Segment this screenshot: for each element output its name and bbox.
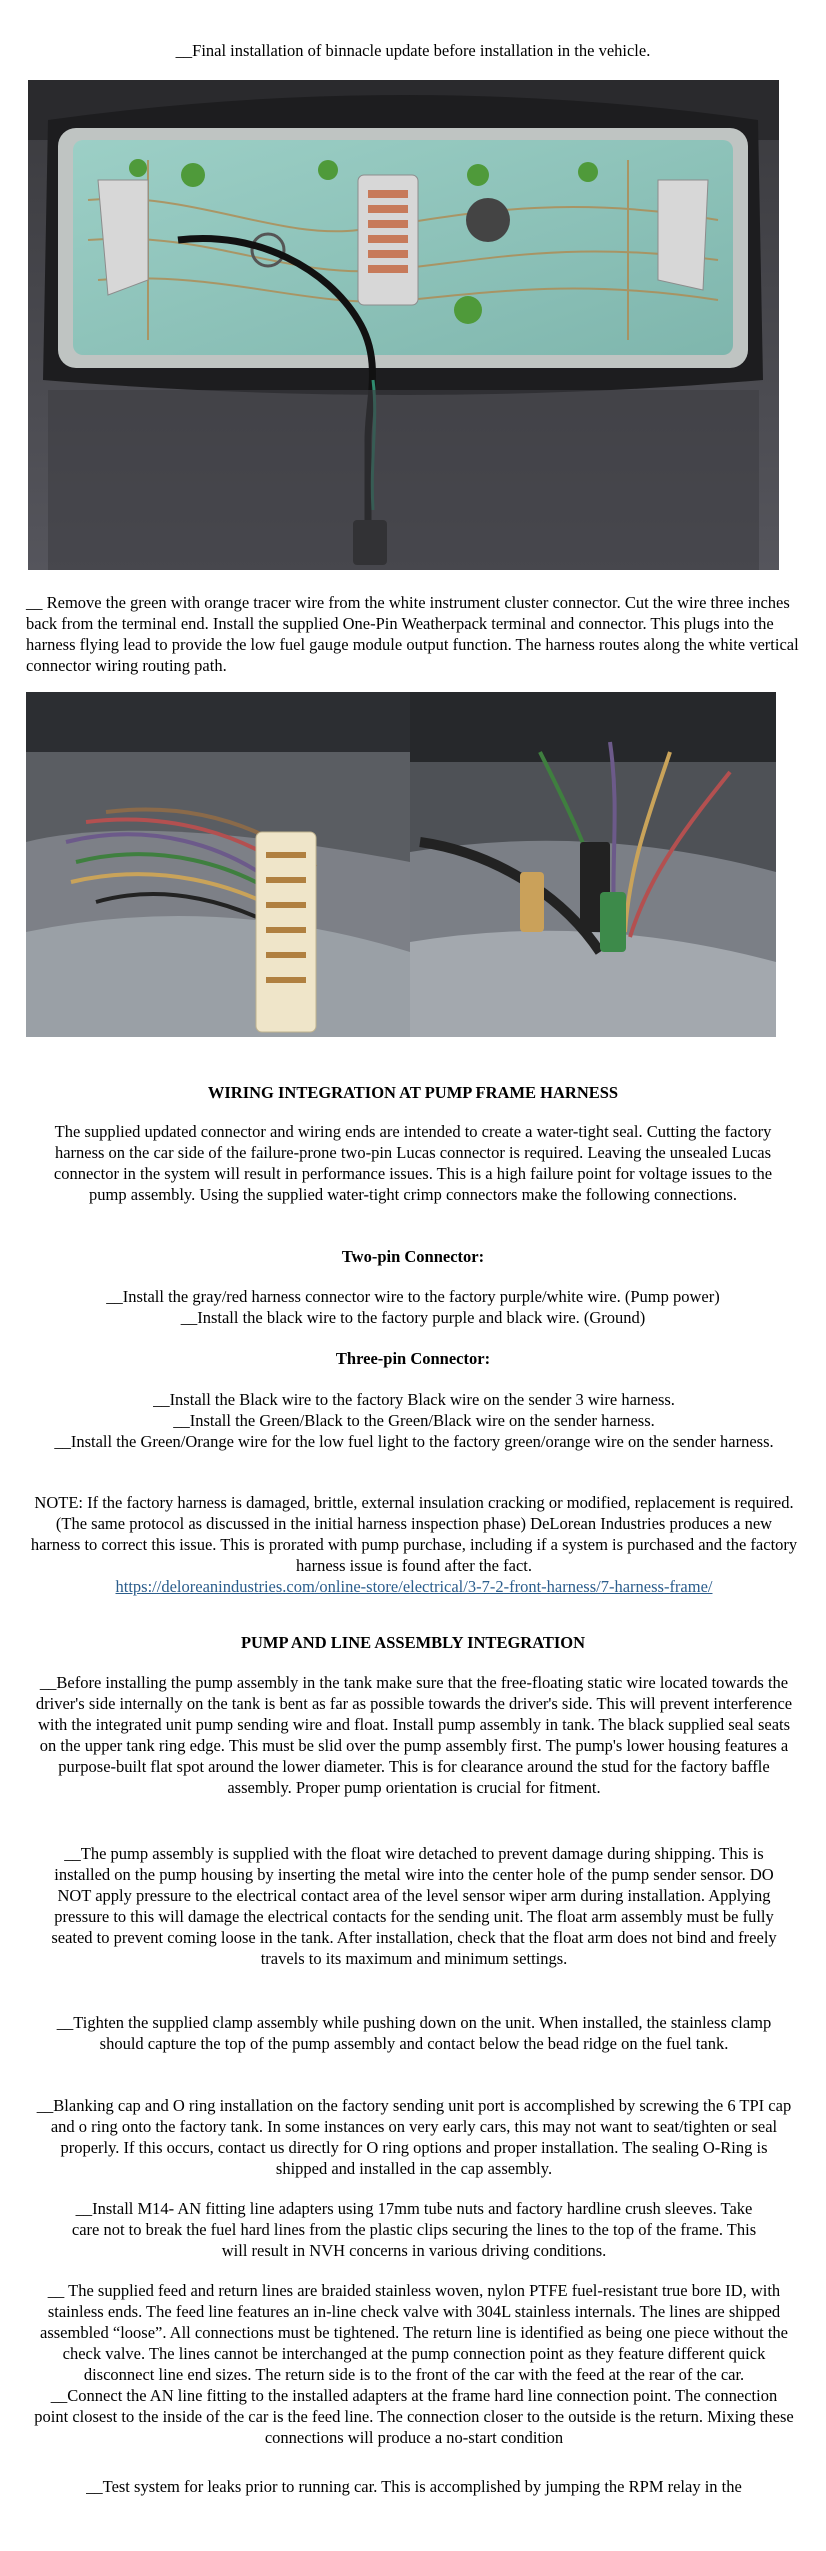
green-wire-instruction [26,592,801,676]
harness-note [30,1492,798,1597]
two-pin-list [28,1286,798,1328]
pump-para-2 [38,1843,790,1969]
pump-para-7 [34,2385,794,2448]
pump-para-4-text: __Blanking cap and O ring installation on the factory sending unit port is accomplished by screwing the 6 TPI cap and o ring onto the factory tank. In some instances on very early cars, this may not want to seat/tighten or seal properly. If this occurs, contact us directly for O ring options and proper installation. The sealing O-Ring is shipped and installed in the cap assembly. [36,2096,792,2178]
pump-para-3 [56,2012,772,2054]
harness-note-text: NOTE: If the factory harness is damaged, brittle, external insulation cracking or modified, replacement is required. (The same protocol as discussed in the initial harness inspection phase) DeLorean Industries produces a new harness to correct this issue. This is prorated with pump purchase, including if a system is purchased and the factory harness issue is found after the fact. [30,1493,798,1575]
pump-para-7-text: __Connect the AN line fitting to the installed adapters at the frame hard line connection point. The connection point closest to the inside of the car is the feed line. The connection closer to the outside is the return. Mixing these connections will produce a no-start condition [34,2386,794,2447]
three-pin-item: __Install the Green/Orange wire for the low fuel light to the factory green/orange wire on the sender harness. [54,1432,774,1451]
wiring-heading: WIRING INTEGRATION AT PUMP FRAME HARNESS [207,1083,619,1102]
pump-heading: PUMP AND LINE ASSEMBLY INTEGRATION [240,1633,586,1652]
binnacle-caption: __Final installation of binnacle update before installation in the vehicle. [175,41,651,60]
pump-para-5-text: __Install M14- AN fitting line adapters using 17mm tube nuts and factory hardline crush sleeves. Take care not to break the fuel hard lines from the plastic clips securing the lines to the top of the frame. This will result in NVH concerns in various driving conditions. [71,2199,757,2260]
harness-right-image [410,692,776,1037]
wiring-section [28,1082,798,1103]
pump-para-2-text: __The pump assembly is supplied with the float wire detached to prevent damage during shipping. This is installed on the pump housing by inserting the metal wire into the center hole of the pump sender sensor. DO NOT apply pressure to the electrical contact area of the level sensor wiper arm during installation. Applying pressure to this will damage the electrical contacts for the sending unit. The float arm assembly must be fully seated to prevent coming loose in the tank. After installation, check that the float arm does not bind and freely travels to its maximum and minimum settings. [51,1844,777,1968]
pump-para-5 [60,2198,768,2261]
pump-section [28,1632,798,1653]
pump-para-1 [32,1672,796,1798]
harness-photo-right [410,692,776,1037]
wiring-intro-text: The supplied updated connector and wiring ends are intended to create a water-tight seal. Cutting the factory harness on the car side of the failure-prone two-pin Lucas connector is required. Leaving the unsealed Lucas connector in the system will result in performance issues. This is a high failure point for voltage issues to the pump assembly. Using the supplied water-tight crimp connectors make the following connections. [53,1122,773,1204]
three-pin-heading: Three-pin Connector: [335,1349,491,1368]
green-wire-instruction-text: __ Remove the green with orange tracer wire from the white instrument cluster connector. Cut the wire three inches back from the terminal end. Install the supplied One-Pin Weatherpack terminal and connector. This plugs into the harness flying lead to provide the low fuel gauge module output function. The harness routes along the white vertical connector wiring routing path. [26,593,799,675]
three-pin-list [34,1389,794,1452]
binnacle-image [28,80,779,570]
pump-para-6 [32,2280,796,2385]
pump-para-6-text: __ The supplied feed and return lines are braided stainless woven, nylon PTFE fuel-resistant true bore ID, with stainless ends. The feed line features an in-line check valve with 304L stainless internals. The lines are shipped assembled “loose”. All connections must be tightened. The return line is identified as being one piece without the check valve. The lines cannot be interchanged at the pump connection point as they feature different quick disconnect line end sizes. The return side is to the front of the car with the feed at the rear of the car. [40,2281,788,2384]
three-pin-item: __Install the Black wire to the factory Black wire on the sender 3 wire harness. [153,1390,675,1409]
pump-para-3-text: __Tighten the supplied clamp assembly while pushing down on the unit. When installed, the stainless clamp should capture the top of the pump assembly and contact below the bead ridge on the fuel tank. [56,2013,772,2053]
three-pin-section [28,1348,798,1369]
two-pin-item: __Install the black wire to the factory purple and black wire. (Ground) [180,1308,646,1327]
three-pin-item: __Install the Green/Black to the Green/Black wire on the sender harness. [173,1411,655,1430]
harness-photo-left [26,692,410,1037]
harness-frame-link[interactable]: https://deloreanindustries.com/online-store/electrical/3-7-2-front-harness/7-harness-frame/ [115,1577,713,1596]
pump-para-8-text: __Test system for leaks prior to running car. This is accomplished by jumping the RPM relay in the [86,2477,742,2496]
pump-para-1-text: __Before installing the pump assembly in the tank make sure that the free-floating static wire located towards the driver's side internally on the tank is bent as far as possible towards the driver's side. This will prevent interference with the integrated unit pump sending wire and float. Install pump assembly in tank. The black supplied seal seats on the upper tank ring edge. This must be slid over the pump assembly first. The pump's lower housing features a purpose-built flat spot around the lower diameter. This is for clearance around the stud for the factory baffle assembly. Proper pump orientation is crucial for fitment. [35,1673,793,1797]
wiring-intro [46,1121,780,1205]
two-pin-heading: Two-pin Connector: [341,1247,485,1266]
two-pin-section [28,1246,798,1267]
harness-left-image [26,692,410,1037]
pump-para-8 [34,2476,794,2536]
pump-para-4 [34,2095,794,2179]
binnacle-photo [28,80,779,570]
two-pin-item: __Install the gray/red harness connector wire to the factory purple/white wire. (Pump power) [106,1287,720,1306]
